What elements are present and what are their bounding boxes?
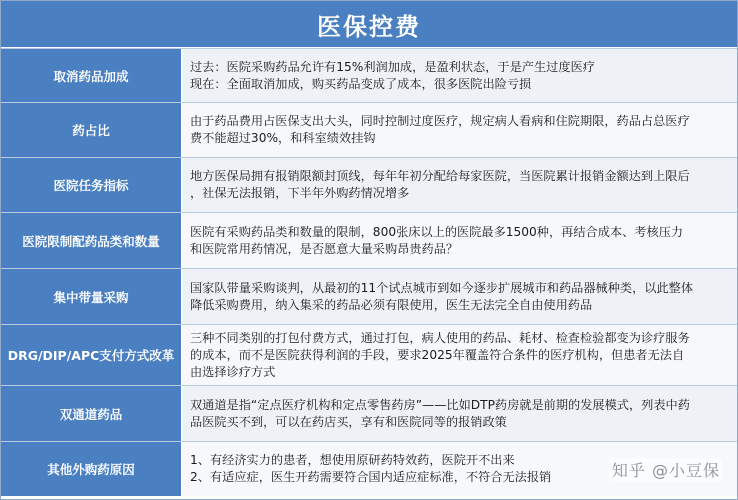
- content-line: 三种不同类别的打包付费方式，通过打包，病人使用的药品、耗材、检查检验都变为诊疗服务: [190, 330, 690, 345]
- content-line: 品医院买不到，可以在药店买，享有和医院同等的报销政策: [190, 414, 507, 429]
- table-row: [1, 48, 737, 102]
- watermark: 知乎 @小豆保: [609, 458, 723, 481]
- row-label: DRG/DIP/APC支付方式改革: [1, 325, 182, 385]
- row-content: [182, 49, 737, 102]
- row-label: 双通道药品: [1, 386, 182, 441]
- content-line: 现在：全面取消加成，购买药品变成了成本，很多医院出险亏损: [190, 76, 532, 91]
- table-row: [1, 102, 737, 157]
- row-content: [182, 269, 737, 324]
- content-line: 费不能超过30%，和科室绩效挂钩: [190, 131, 376, 145]
- content-line: 2、有适应症，医生开药需要符合国内适应症标准，不符合无法报销: [190, 470, 552, 484]
- row-label: 其他外购药原因: [1, 442, 182, 496]
- table-row: [1, 324, 737, 385]
- table-row: [1, 157, 737, 212]
- content-line: 双通道是指“定点医疗机构和定点零售药房”——比如DTP药房就是前期的发展模式，列表中药: [190, 397, 690, 412]
- table-row: [1, 268, 737, 324]
- table-title: 医保控费: [1, 1, 737, 48]
- content-line: 降低采购费用，纳入集采的药品必须有限使用，医生无法完全自由使用药品: [190, 297, 593, 312]
- row-label: 药占比: [1, 103, 182, 157]
- content-line: 和医院常用药情况，是否愿意大量采购昂贵药品？: [190, 241, 459, 256]
- table-row: [1, 212, 737, 268]
- content-line: 医院有采购药品类和数量的限制，800张床以上的医院最多1500种，再结合成本、考核压力: [190, 224, 684, 239]
- content-line: 国家队带量采购谈判，从最初的11个试点城市到如今逐步扩展城市和药品器械种类，以此整体: [190, 280, 694, 295]
- row-content: [182, 325, 737, 385]
- content-line: 地方医保局拥有报销限额封顶线，每年年初分配给每家医院，当医院累计报销金额达到上限后: [190, 169, 690, 183]
- row-content: [182, 158, 737, 212]
- content-line: 过去：医院采购药品允许有15%利润加成，是盈利状态，于是产生过度医疗: [190, 59, 595, 74]
- table-row: [1, 385, 737, 441]
- row-content: [182, 213, 737, 268]
- content-line: 1、有经济实力的患者，想使用原研药特效药，医院开不出来: [190, 453, 515, 467]
- row-content: [182, 386, 737, 441]
- content-line: 由于药品费用占医保支出大头，同时控制过度医疗，规定病人看病和住院期限，药品占总医疗: [190, 114, 690, 128]
- row-label: 取消药品加成: [1, 49, 182, 102]
- content-line: 由选择诊疗方式: [190, 364, 276, 379]
- row-content: [182, 103, 737, 157]
- row-label: 医院任务指标: [1, 158, 182, 212]
- row-label: 集中带量采购: [1, 269, 182, 324]
- content-line: ，社保无法报销，下半年外购药情况增多: [190, 186, 410, 200]
- content-line: 的成本，而不是医院获得利润的手段，要求2025年覆盖符合条件的医疗机构，但患者无法自: [190, 347, 685, 362]
- row-label: 医院限制配药品类和数量: [1, 213, 182, 268]
